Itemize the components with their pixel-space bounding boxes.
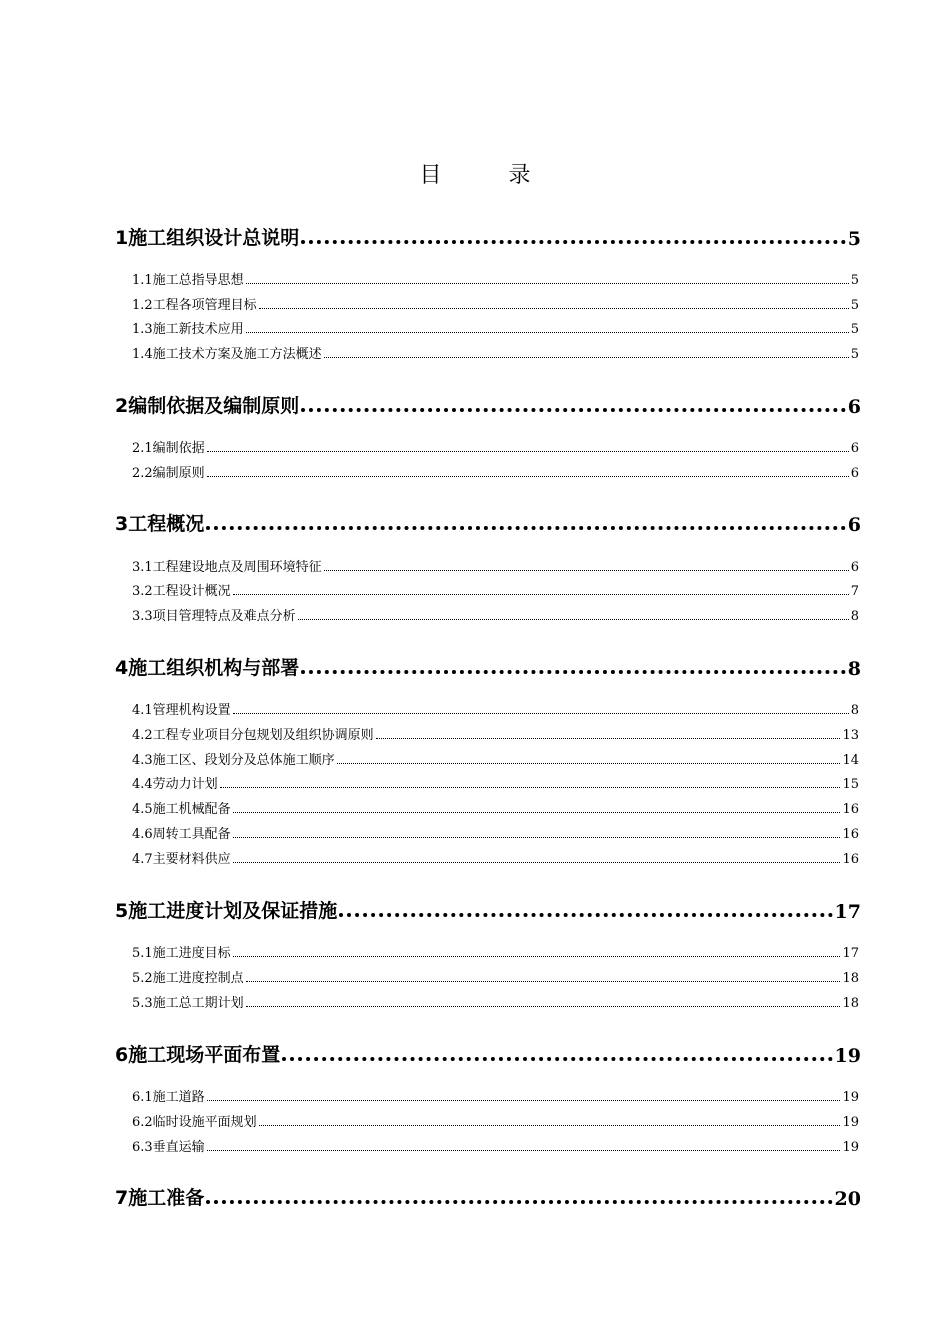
dot-leader — [246, 1006, 841, 1007]
toc-item-label: 4.1管理机构设置 — [132, 703, 231, 718]
toc-item-page: 19 — [842, 1115, 859, 1130]
toc-section-page: 8 — [847, 658, 861, 680]
toc-section[interactable] — [115, 506, 861, 536]
toc-item[interactable] — [132, 581, 859, 599]
toc-item-page: 19 — [842, 1140, 859, 1155]
dot-leader — [233, 594, 849, 595]
dot-leader — [207, 1100, 841, 1101]
dot-leader — [206, 1200, 832, 1204]
toc-item-page: 8 — [850, 703, 859, 718]
toc-item-label: 4.3施工区、段划分及总体施工顺序 — [132, 753, 335, 768]
toc-item[interactable] — [132, 1137, 859, 1155]
dot-leader — [301, 240, 846, 244]
dot-leader — [324, 570, 849, 571]
dot-leader — [233, 956, 841, 957]
toc-item-label: 2.2编制原则 — [132, 466, 205, 481]
toc-title: 目 录 — [419, 163, 561, 188]
toc-item-page: 16 — [842, 852, 859, 867]
dot-leader — [246, 981, 841, 982]
toc-item-page: 18 — [842, 971, 859, 986]
dot-leader — [339, 913, 832, 917]
toc-section-page: 6 — [847, 514, 861, 536]
dot-leader — [207, 1150, 841, 1151]
toc-section-label: 6施工现场平面布置 — [115, 1044, 281, 1066]
toc-item-page: 6 — [850, 560, 859, 575]
dot-leader — [233, 837, 841, 838]
toc-item[interactable] — [132, 750, 859, 768]
toc-item-label: 6.1施工道路 — [132, 1090, 205, 1105]
dot-leader — [301, 670, 846, 674]
toc-item-page: 5 — [850, 322, 859, 337]
toc-item[interactable] — [132, 700, 859, 718]
toc-item[interactable] — [132, 270, 859, 288]
toc-item-label: 5.1施工进度目标 — [132, 946, 231, 961]
dot-leader — [337, 763, 841, 764]
toc-item-page: 7 — [850, 584, 859, 599]
toc-item-page: 5 — [850, 298, 859, 313]
toc-item-page: 17 — [842, 946, 859, 961]
toc-item[interactable] — [132, 1112, 859, 1130]
dot-leader — [259, 1125, 841, 1126]
toc-item[interactable] — [132, 295, 859, 313]
toc-item-label: 4.6周转工具配备 — [132, 827, 231, 842]
toc-item-page: 8 — [850, 609, 859, 624]
toc-item-page: 15 — [842, 777, 859, 792]
toc-item[interactable] — [132, 993, 859, 1011]
toc-item-page: 18 — [842, 996, 859, 1011]
toc-item[interactable] — [132, 557, 859, 575]
toc-item-page: 19 — [842, 1090, 859, 1105]
toc-item[interactable] — [132, 344, 859, 362]
toc-item-label: 3.3项目管理特点及难点分析 — [132, 609, 296, 624]
toc-item-label: 3.2工程设计概况 — [132, 584, 231, 599]
toc-section-label: 2编制依据及编制原则 — [115, 395, 300, 417]
toc-section-page: 17 — [834, 901, 861, 923]
toc-item[interactable] — [132, 438, 859, 456]
toc-section[interactable] — [115, 388, 861, 418]
toc-section[interactable] — [115, 1037, 861, 1067]
toc-section[interactable] — [115, 893, 861, 923]
toc-section-page: 20 — [834, 1188, 861, 1210]
toc-item[interactable] — [132, 319, 859, 337]
toc-section-label: 7施工准备 — [115, 1187, 205, 1209]
toc-section-label: 4施工组织机构与部署 — [115, 657, 300, 679]
toc-item-label: 5.3施工总工期计划 — [132, 996, 244, 1011]
toc-item-label: 5.2施工进度控制点 — [132, 971, 244, 986]
toc-item-label: 1.2工程各项管理目标 — [132, 298, 257, 313]
dot-leader — [207, 451, 849, 452]
dot-leader — [233, 812, 841, 813]
toc-section[interactable] — [115, 1180, 861, 1210]
dot-leader — [298, 619, 849, 620]
toc-item-label: 3.1工程建设地点及周围环境特征 — [132, 560, 322, 575]
dot-leader — [220, 787, 841, 788]
toc-item-page: 5 — [850, 273, 859, 288]
toc-section-label: 3工程概况 — [115, 513, 205, 535]
dot-leader — [259, 308, 849, 309]
dot-leader — [246, 332, 849, 333]
toc-item-label: 6.2临时设施平面规划 — [132, 1115, 257, 1130]
toc-item-page: 6 — [850, 441, 859, 456]
toc-section-label: 5施工进度计划及保证措施 — [115, 900, 338, 922]
toc-item-label: 1.4施工技术方案及施工方法概述 — [132, 347, 322, 362]
toc-item-label: 6.3垂直运输 — [132, 1140, 205, 1155]
toc-item-page: 14 — [842, 753, 859, 768]
toc-section[interactable] — [115, 220, 861, 250]
dot-leader — [376, 738, 841, 739]
dot-leader — [233, 862, 841, 863]
toc-item[interactable] — [132, 1087, 859, 1105]
toc-item-page: 13 — [842, 728, 859, 743]
dot-leader — [207, 476, 849, 477]
toc-item[interactable] — [132, 799, 859, 817]
toc-item[interactable] — [132, 968, 859, 986]
toc-section-page: 6 — [847, 396, 861, 418]
toc-item-label: 2.1编制依据 — [132, 441, 205, 456]
toc-item-page: 16 — [842, 827, 859, 842]
toc-item[interactable] — [132, 606, 859, 624]
toc-item[interactable] — [132, 463, 859, 481]
toc-item-page: 16 — [842, 802, 859, 817]
toc-item[interactable] — [132, 943, 859, 961]
toc-section[interactable] — [115, 650, 861, 680]
toc-item[interactable] — [132, 725, 859, 743]
toc-item-label: 4.2工程专业项目分包规划及组织协调原则 — [132, 728, 374, 743]
toc-item-page: 5 — [850, 347, 859, 362]
dot-leader — [246, 283, 849, 284]
toc-item-label: 4.5施工机械配备 — [132, 802, 231, 817]
toc-section-label: 1施工组织设计总说明 — [115, 227, 300, 249]
dot-leader — [206, 526, 846, 530]
dot-leader — [301, 408, 846, 412]
toc-item[interactable] — [132, 774, 859, 792]
toc-item-label: 4.7主要材料供应 — [132, 852, 231, 867]
dot-leader — [324, 357, 849, 358]
toc-section-page: 19 — [834, 1045, 861, 1067]
toc-item-label: 4.4劳动力计划 — [132, 777, 218, 792]
dot-leader — [282, 1057, 832, 1061]
toc-item-label: 1.3施工新技术应用 — [132, 322, 244, 337]
toc-item[interactable] — [132, 849, 859, 867]
toc-section-page: 5 — [847, 228, 861, 250]
dot-leader — [233, 713, 849, 714]
toc-item-page: 6 — [850, 466, 859, 481]
toc-item-label: 1.1施工总指导思想 — [132, 273, 244, 288]
toc-item[interactable] — [132, 824, 859, 842]
